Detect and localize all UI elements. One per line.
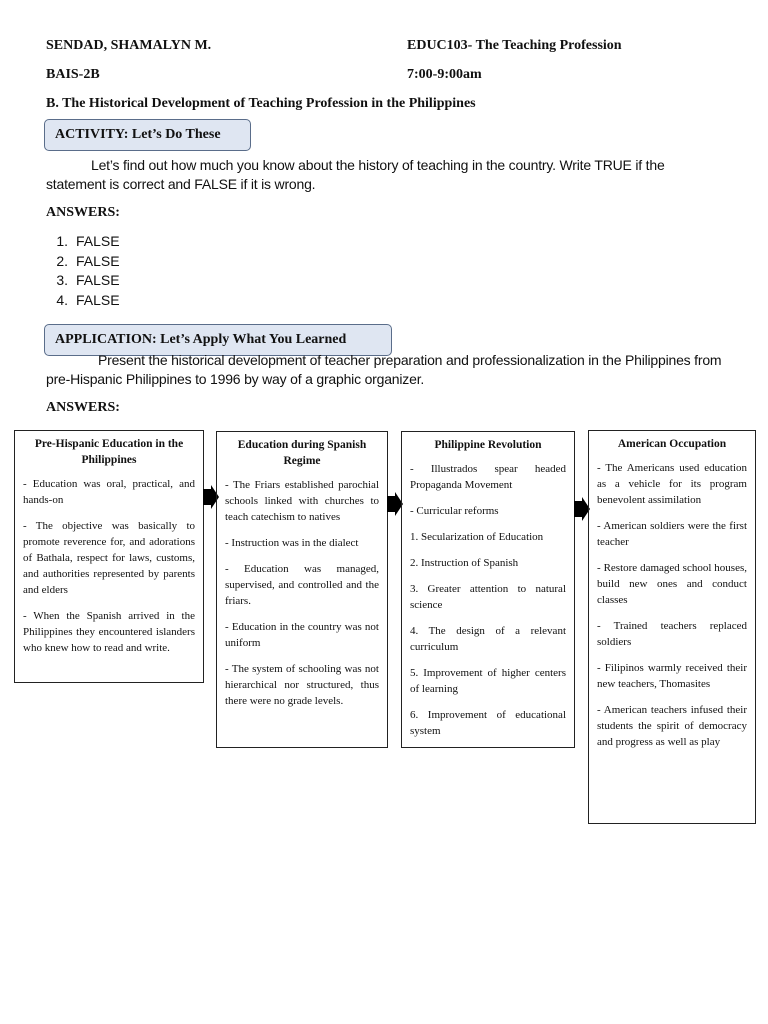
- box-item: - The Friars established parochial schools linked with churches to teach catechism to natives: [225, 479, 379, 523]
- box-item: 1. Secularization of Education: [410, 531, 544, 543]
- box-title: American Occupation: [617, 438, 727, 450]
- activity-instruction: Let’s find out how much you know about the history of teaching in the country. Write TRUE if the statement is correct and FALSE if it is wrong.: [46, 157, 665, 192]
- box-item: - The Americans used education as a vehicle for its program benevolent assimilation: [597, 462, 747, 506]
- box-item: 5. Improvement of higher centers of learning: [410, 667, 566, 695]
- box-item: - Education in the country was not uniform: [225, 621, 379, 649]
- student-name: SENDAD, SHAMALYN M.: [46, 38, 212, 53]
- box-item: 3. Greater attention to natural science: [410, 583, 566, 611]
- answer-text: FALSE: [76, 233, 120, 249]
- student-section: BAIS-2B: [46, 67, 100, 82]
- course-title: EDUC103- The Teaching Profession: [407, 38, 622, 53]
- box-item: - Restore damaged school houses, build new ones and conduct classes: [597, 562, 747, 606]
- box-item: 2. Instruction of Spanish: [410, 557, 519, 569]
- application-instruction: Present the historical development of teacher preparation and professionalization in the Philippines from pre-Hispanic Philippines to 1996 by way of a graphic organizer.: [46, 352, 722, 387]
- box-item: - Filipinos warmly received their new teachers, Thomasites: [597, 662, 747, 690]
- box-item: - Education was oral, practical, and hands-on: [23, 478, 195, 506]
- box-item: - The objective was basically to promote reverence for, and adorations of Bathala, respect for laws, customs, and authorities represented by parents and elders: [23, 520, 195, 596]
- list-item: [46, 232, 120, 252]
- list-item: [46, 252, 120, 272]
- box-item: 4. The design of a relevant curriculum: [410, 625, 566, 653]
- activity-label: ACTIVITY: Let’s Do These: [44, 119, 251, 151]
- answer-text: FALSE: [76, 272, 120, 288]
- section-title: B. The Historical Development of Teaching Profession in the Philippines: [46, 96, 476, 111]
- class-time: 7:00-9:00am: [407, 67, 482, 82]
- box-item: - American teachers infused their students the spirit of democracy and progress as well as play: [597, 704, 747, 748]
- box-title: Pre-Hispanic Education in the Philippines: [34, 438, 184, 466]
- box-item: - The system of schooling was not hierarchical nor structured, thus there were no grade levels.: [225, 663, 379, 707]
- application-answers-label: ANSWERS:: [46, 400, 120, 415]
- box-item: - Education was managed, supervised, and controlled and the friars.: [225, 563, 379, 607]
- activity-answers-label: ANSWERS:: [46, 205, 120, 220]
- box-item: - When the Spanish arrived in the Philippines they encountered islanders who knew how to read and write.: [23, 610, 195, 654]
- application-label: APPLICATION: Let’s Apply What You Learned: [44, 324, 392, 356]
- answer-number: 3.: [56, 272, 68, 288]
- answer-text: FALSE: [76, 252, 120, 269]
- organizer-box-american-occupation: [588, 430, 756, 824]
- box-title: Education during Spanish Regime: [237, 439, 367, 467]
- answer-number: 1.: [56, 233, 68, 249]
- box-item: - Instruction was in the dialect: [225, 537, 359, 549]
- organizer-box-spanish-regime: [216, 431, 388, 748]
- box-item: 6. Improvement of educational system: [410, 709, 566, 737]
- organizer-box-revolution: [401, 431, 575, 748]
- answer-number: 2.: [56, 252, 68, 269]
- organizer-box-pre-hispanic: [14, 430, 204, 683]
- box-item: - Illustrados spear headed Propaganda Movement: [410, 463, 566, 491]
- list-item: [46, 271, 120, 291]
- answer-number: 4.: [56, 291, 68, 308]
- list-item: [46, 291, 120, 311]
- box-title: Philippine Revolution: [434, 439, 542, 451]
- box-item: - Trained teachers replaced soldiers: [597, 620, 747, 648]
- box-item: - American soldiers were the first teacher: [597, 520, 747, 548]
- answer-text: FALSE: [76, 291, 120, 308]
- answers-list: [46, 232, 120, 310]
- box-item: - Curricular reforms: [410, 505, 499, 517]
